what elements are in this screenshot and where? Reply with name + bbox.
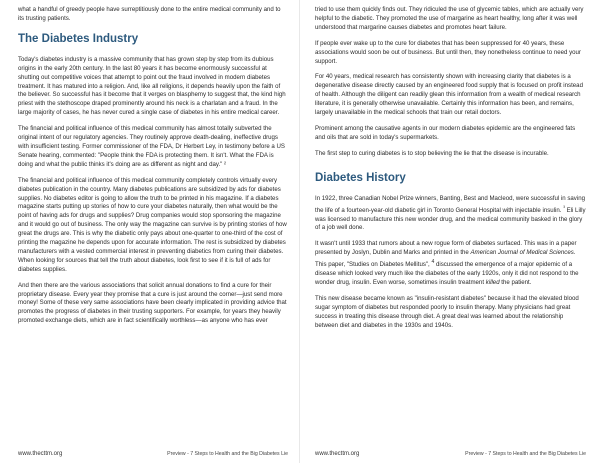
history-text: In 1922, three Canadian Nobel Prize winners, Banting, Best and Macleod, were successful in saving the life of a fourteen-year-old diabetic girl in Toronto General Hospital with injectable insulin. [315,194,585,214]
right-paragraph: Prominent among the causative agents in our modern diabetes epidemic are the engineered fats and oils that are sold in today's supermarkets. [315,124,576,141]
left-paragraph: The financial and political influence of this medical community has almost totally subverted the original intent of our regulatory agencies. They routinely approve death-dealing, ineffective drugs with insufficient testing. Former commissioner of the FDA, Dr Herbert Ley, in testimony before a US Senate hearing, commented: "People think the FDA is protecting them. It isn't. What the FDA is doing and what the public thinks it's doing are as different as night and day." ² [18,125,285,168]
history-text: discussed the emergence of a major epidemic of a disease which looked very much like the diabetes of the early 1920s, only it did not respond to the wonder drug, insulin. Even worse, sometimes insulin treatment [315,261,579,286]
history-text: It wasn't until 1933 that rumors about a new rogue form of diabetes surfaced. This was in a paper presented by Joslyn, Dublin and Marks and printed in the [315,240,577,257]
history-paragraph: This new disease became known as "insulin-resistant diabetes" because it had the elevated blood sugar symptom of diabetes but responded poorly to insulin therapy. Many physicians had great success in treating this disease through diet. A great deal was learned about the relationship between diet and diabetes in the 1930s and 1940s. [315,294,579,329]
left-intro-paragraph: what a handful of greedy people have surreptitiously done to the entire medical community and to its trusting patients. [18,6,281,22]
history-text: Eli Lilly was licensed to manufacture this new wonder drug, and the medical community basked in the glory of a job well done. [315,206,586,232]
section-heading-diabetes-industry: The Diabetes Industry [18,32,139,45]
footer-book-title: Preview - 7 Steps to Health and the Big Diabetes Lie [465,451,586,457]
right-paragraph: If people ever wake up to the cure for diabetes that has been suppressed for 40 years, these associations would soon be out of business. But until then, they nonetheless continue to need your support. [315,39,581,65]
history-paragraph [315,240,586,288]
footnote-marker: ³ [563,204,565,211]
history-text: the patient. [499,279,532,286]
right-page-body [315,6,586,444]
footnote-marker: 4 [431,259,435,266]
right-page-footer [315,447,586,457]
right-paragraph: For 40 years, medical research has consistently shown with increasing clarity that diabetes is a degenerative disease directly caused by an engineered food supply that is focused on profit instead of health. Although the diligent can readily glean this information from a wealth of medical research literature, it is generally otherwise unavailable. Certainly this information has been, and remains, largely unavailable in the medical schools that train our retail doctors. [315,73,583,117]
section-heading-diabetes-history: Diabetes History [315,171,406,184]
right-intro-paragraph: tried to use them quickly finds out. They ridiculed the use of glycemic tables, which are actually very helpful to the diabetic. They promoted the use of margarine as heart healthy, long after it was well understood that margarine causes diabetes and promotes heart failure. [315,6,584,31]
right-page [300,0,600,463]
journal-title: American Journal of Medical Sciences [470,249,574,257]
footer-url-link[interactable]: www.thecttm.org [18,451,63,457]
left-page-footer [18,447,288,457]
emphasis-killed: killed [485,279,500,286]
right-paragraph: The first step to curing diabetes is to stop believing the lie that the disease is incurable. [315,149,549,157]
left-paragraph: And then there are the various associations that solicit annual donations to find a cure for their proprietary disease. Every year they promise that a cure is just around the corner—just send more money! Some of these very same associations have been clearly implicated in providing advice that promotes the progress of diabetes in their trusting supporters. For example, for years they heavily promoted exchange diets, which are in fact scientifically worthless—as anyone who has ever [18,281,287,325]
left-page-body [18,6,288,444]
footer-url-link[interactable]: www.thecttm.org [315,451,360,457]
history-paragraph [315,195,586,234]
left-paragraph: Today's diabetes industry is a massive community that has grown step by step from its dubious origins in the early 20th century. In the last 80 years it has become enormously successful at shutting out competitive voices that attempt to point out the fraud involved in modern diabetes treatment. It has matured into a religion. And, like all religions, it depends heavily upon the faith of the believer. So successful has it become that it verges on blasphemy to suggest that, the kind high priest with the stethoscope draped prominently around his neck is a charlatan and a fraud. In the large majority of cases, he has never cured a single case of diabetes in his entire medical career. [18,55,286,117]
history-text: . This paper, "Studies on Diabetes Mellitus", [315,249,576,269]
left-paragraph: The financial and political influence of this medical community completely controls virtually every diabetes publication in the country. Many diabetes publications are subsidized by ads for diabetes supplies. No diabetes editor is going to allow the truth to be printed in his magazine. If a diabetes magazine starts putting up stories of how to cure your diabetes naturally, then what would be the point of having ads for drugs and supplies? Drug companies would stop sponsoring the magazine and it would go out of business. The only way the magazine can survive is by printing stories of how great the drugs are. This is why the diabetic only pays about one-quarter to one-third of the cost of printing the magazine he depends upon for accurate information. The rest is subsidized by diabetes manufacturers with a vested commercial interest in preventing diabetics from curing their diabetes. When looking for sources that tell the truth about diabetes, look first to see if it is full of ads for diabetes supplies. [18,176,287,273]
footer-book-title: Preview - 7 Steps to Health and the Big Diabetes Lie [167,451,288,457]
